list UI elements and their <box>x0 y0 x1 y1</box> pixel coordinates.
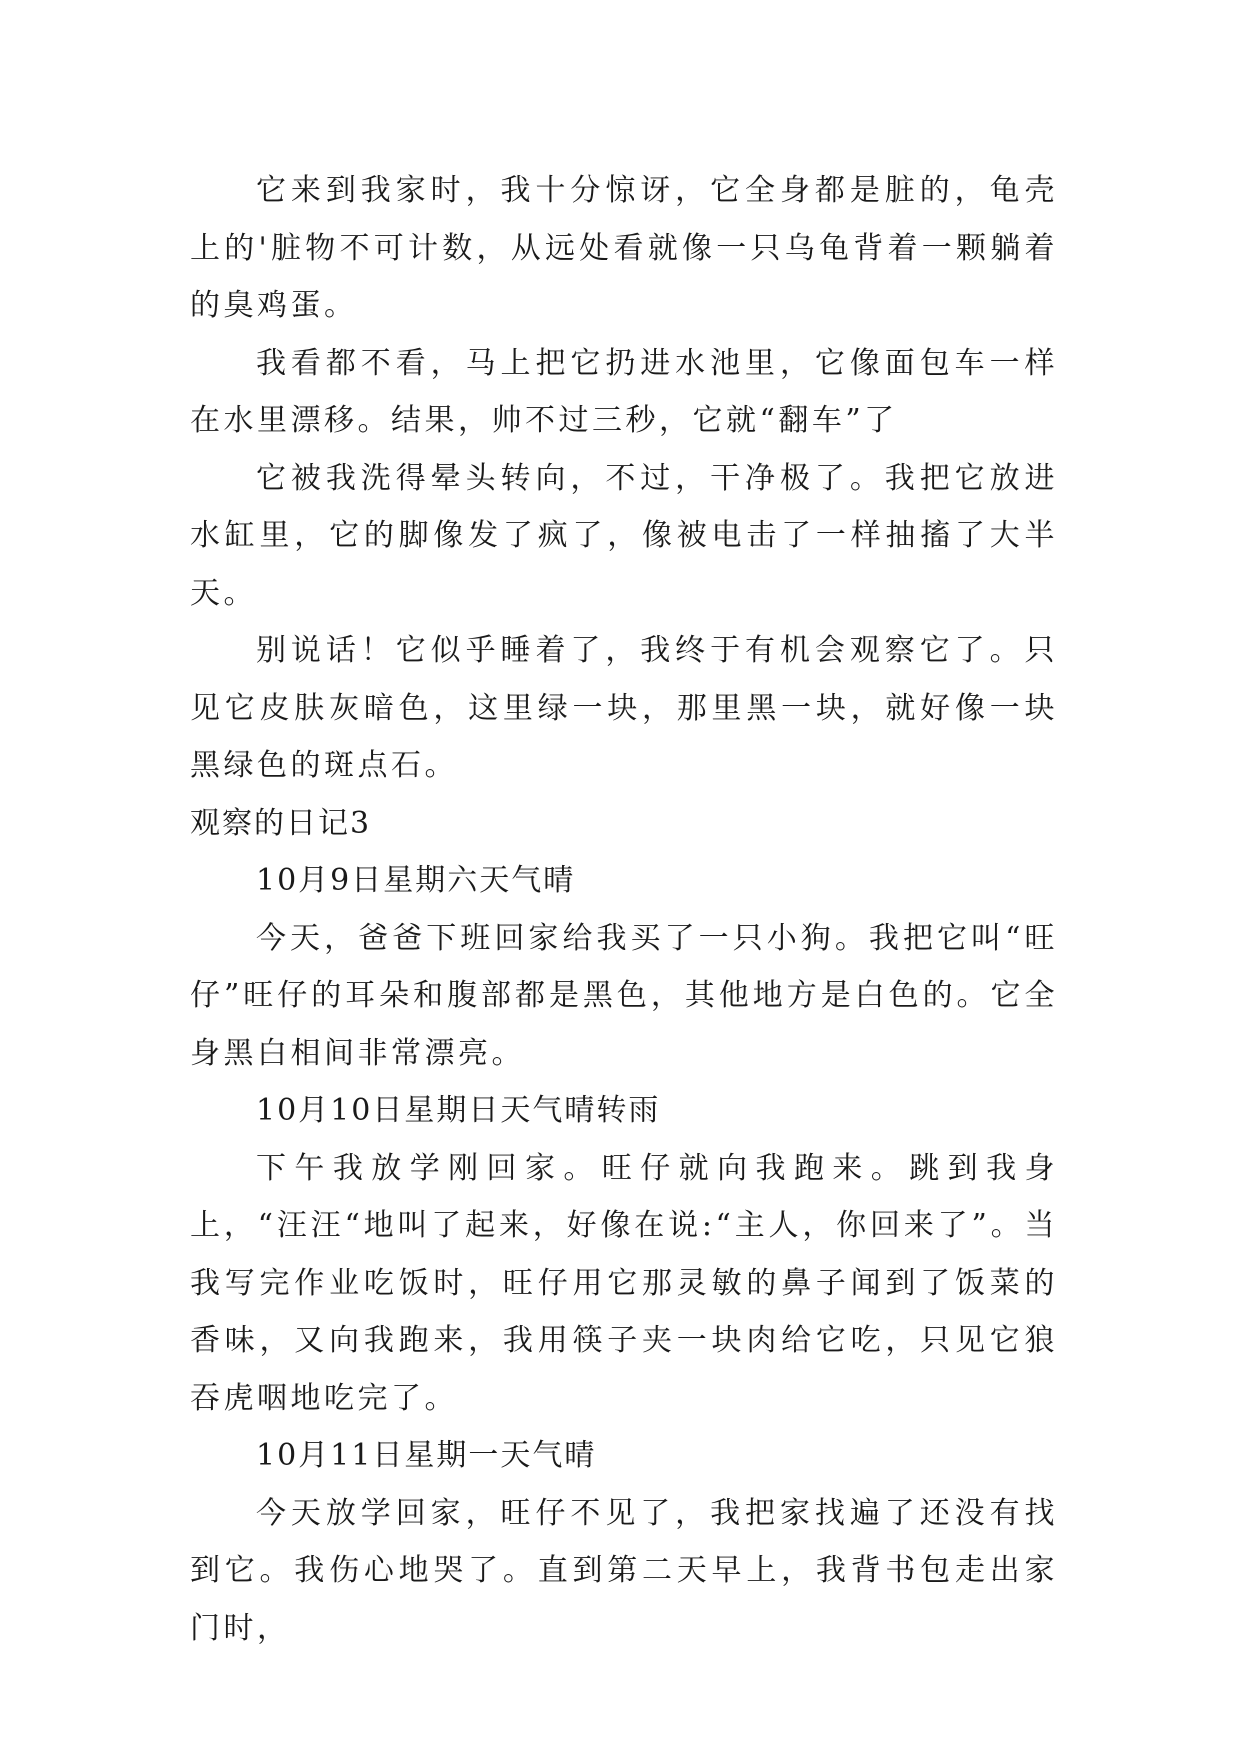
entry-text-1: 今天，爸爸下班回家给我买了一只小狗。我把它叫“旺仔”旺仔的耳朵和腹部都是黑色，其他地方是白色的。它全身黑白相间非常漂亮。 <box>190 920 1058 1071</box>
paragraph-turtle-arrival: 它来到我家时，我十分惊讶，它全身都是脏的，龟壳上的'脏物不可计数，从远处看就像一只乌龟背着一颗躺着的臭鸡蛋。 <box>190 173 1058 323</box>
entry-text-2: 下午我放学刚回家。旺仔就向我跑来。跳到我身上，“汪汪“地叫了起来，好像在说:“主人，你回来了”。当我写完作业吃饭时，旺仔用它那灵敏的鼻子闻到了饭菜的香味，又向我跑来，我用筷子夹一块肉给它吃，只见它狼吞虎咽地吃完了。 <box>190 1150 1058 1416</box>
entry-date-2: 10月10日星期日天气晴转雨 <box>256 1093 661 1128</box>
entry-text-3: 今天放学回家，旺仔不见了，我把家找遍了还没有找到它。我伤心地哭了。直到第二天早上，我背书包走出家门时， <box>190 1495 1058 1646</box>
section-title: 观察的日记3 <box>190 805 372 841</box>
entry-date-3: 10月11日星期一天气晴 <box>256 1438 597 1473</box>
paragraph-turtle-washed: 它被我洗得晕头转向，不过，干净极了。我把它放进水缸里，它的脚像发了疯了，像被电击了一样抽搐了大半天。 <box>190 460 1058 611</box>
entry-date-1: 10月9日星期六天气晴 <box>256 863 576 898</box>
paragraph-turtle-observe: 别说话！它似乎睡着了，我终于有机会观察它了。只见它皮肤灰暗色，这里绿一块，那里黑一块，就好像一块黑绿色的斑点石。 <box>190 633 1058 783</box>
paragraph-turtle-water: 我看都不看，马上把它扔进水池里，它像面包车一样在水里漂移。结果，帅不过三秒，它就“翻车”了 <box>190 345 1058 438</box>
document-body <box>190 162 1058 1657</box>
